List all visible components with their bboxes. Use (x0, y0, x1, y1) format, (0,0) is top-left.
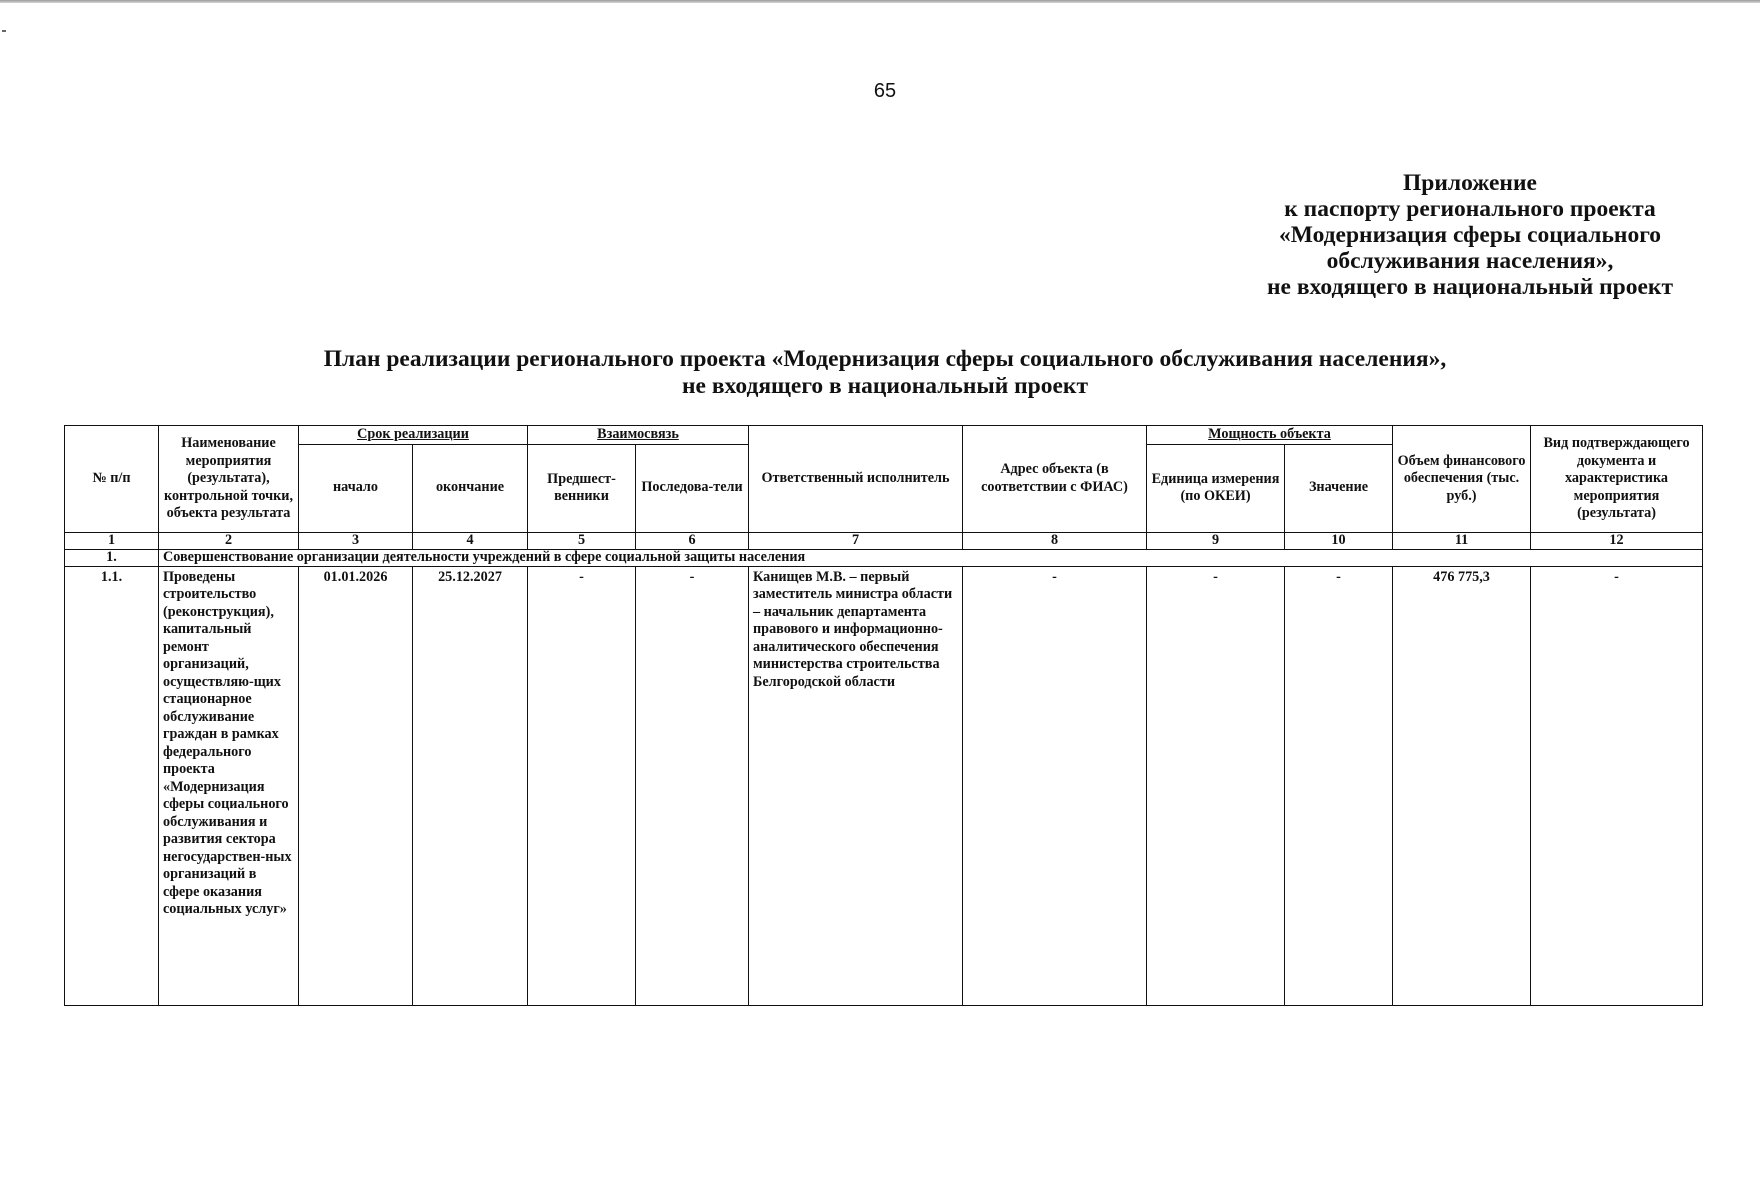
row-num: 1.1. (65, 566, 159, 1005)
row-end: 25.12.2027 (413, 566, 528, 1005)
column-number: 11 (1393, 532, 1531, 549)
row-start: 01.01.2026 (299, 566, 413, 1005)
column-number-row (65, 532, 1703, 549)
page-number: 65 (873, 80, 897, 102)
section-title: Совершенствование организации деятельности учреждений в сфере социальной защиты населения (159, 549, 1703, 566)
row-doc-type: - (1531, 566, 1703, 1005)
row-funding: 476 775,3 (1393, 566, 1531, 1005)
row-address: - (963, 566, 1147, 1005)
header-unit: Единица измерения (по ОКЕИ) (1147, 444, 1285, 532)
header-link-group (528, 426, 749, 445)
header-funding: Объем финансового обеспечения (тыс. руб.) (1393, 426, 1531, 533)
header-value: Значение (1285, 444, 1393, 532)
row-responsible: Канищев М.В. – первый заместитель министра области – начальник департамента правового и информационно-аналитического обеспечения министерства строительства Белгородской области (749, 566, 963, 1005)
title-line-2: не входящего в национальный проект (681, 373, 1089, 399)
row-successors: - (636, 566, 749, 1005)
section-num: 1. (65, 549, 159, 566)
column-number: 8 (963, 532, 1147, 549)
header-capacity-group (1147, 426, 1393, 445)
scan-edge (0, 0, 1760, 3)
column-number: 5 (528, 532, 636, 549)
column-number: 2 (159, 532, 299, 549)
table-row (65, 566, 1703, 1005)
appendix-line: Приложение (1403, 170, 1537, 196)
section-row (65, 549, 1703, 566)
title-line-1: План реализации регионального проекта «Модернизация сферы социального обслуживания населения», (323, 346, 1447, 372)
column-number: 12 (1531, 532, 1703, 549)
column-number: 3 (299, 532, 413, 549)
header-name: Наименование мероприятия (результата), контрольной точки, объекта результата (159, 426, 299, 533)
header-address: Адрес объекта (в соответствии с ФИАС) (963, 426, 1147, 533)
header-predecessors: Предшест-венники (528, 444, 636, 532)
column-number: 9 (1147, 532, 1285, 549)
appendix-line: не входящего в национальный проект (1266, 274, 1674, 300)
appendix-line: к паспорту регионального проекта (1284, 196, 1656, 222)
header-end: окончание (413, 444, 528, 532)
document-title (0, 346, 1760, 400)
appendix-block (1210, 170, 1730, 300)
row-name: Проведены строительство (реконструкция), капитальный ремонт организаций, осуществляю-щих стационарное обслуживание граждан в рамках федерального проекта «Модернизация сферы социального обслуживания и развития сектора негосударствен-ных организаций в сфере оказания социальных услуг» (159, 566, 299, 1005)
column-number: 7 (749, 532, 963, 549)
header-start: начало (299, 444, 413, 532)
header-link-group-label: Взаимосвязь (597, 426, 679, 442)
column-number: 1 (65, 532, 159, 549)
header-successors: Последова-тели (636, 444, 749, 532)
row-predecessors: - (528, 566, 636, 1005)
column-number: 4 (413, 532, 528, 549)
column-number: 10 (1285, 532, 1393, 549)
scan-speck (2, 30, 6, 32)
appendix-line: обслуживания населения», (1326, 248, 1614, 274)
row-unit: - (1147, 566, 1285, 1005)
header-term-group (299, 426, 528, 445)
row-value: - (1285, 566, 1393, 1005)
header-num: № п/п (65, 426, 159, 533)
header-term-group-label: Срок реализации (357, 426, 469, 442)
appendix-line: «Модернизация сферы социального (1278, 222, 1662, 248)
column-number: 6 (636, 532, 749, 549)
header-doc-type: Вид подтверждающего документа и характеристика мероприятия (результата) (1531, 426, 1703, 533)
header-responsible: Ответственный исполнитель (749, 426, 963, 533)
plan-table (64, 425, 1703, 1006)
header-capacity-group-label: Мощность объекта (1208, 426, 1331, 442)
